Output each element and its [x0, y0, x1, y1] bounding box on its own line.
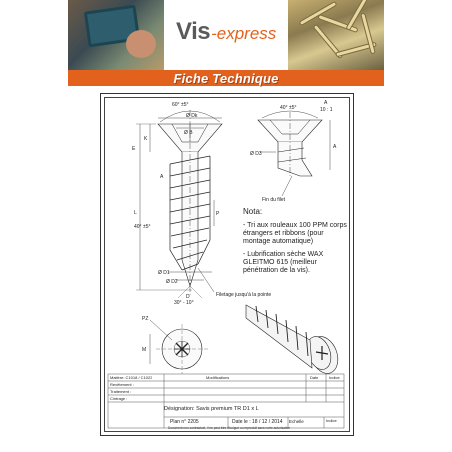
index-column-header: Indice [329, 375, 340, 380]
cintrage-field: Cintrage : [110, 396, 128, 401]
drawing-date: Date le : 18 / 12 / 2014 [232, 419, 283, 425]
dim-l: L [134, 210, 137, 216]
isometric-screw [246, 305, 343, 377]
dim-a: A [160, 174, 164, 180]
dim-d: D [186, 294, 190, 300]
disclaimer-footer: Document non contractuel, il ne peut être divulgué ou reproduit sans notre autorisation [168, 426, 291, 430]
dim-b: Ø B [184, 130, 193, 136]
tip-angle-line [190, 286, 202, 298]
dim-thread-angle: 40° ±5° [134, 224, 151, 230]
dim-d2: Ø D2 [166, 279, 178, 285]
note-item: - Lubrification sèche WAX GLEITMO 615 (meilleur pénétration de la vis). [243, 251, 324, 274]
pz-label: PZ [142, 316, 149, 322]
dim-k: K [144, 136, 148, 142]
coating-field: Revêtement : [110, 382, 134, 387]
date-column-header: Date [310, 375, 319, 380]
m-label: M [142, 347, 147, 353]
dim-tip-angle: 30° - 10° [174, 300, 194, 306]
dim-p: P [216, 211, 220, 217]
end-of-thread-leader [282, 176, 292, 196]
index-field: Indice [326, 418, 337, 423]
detail-shank [278, 142, 312, 176]
end-of-thread-label: Fin du filet [262, 197, 286, 203]
brand-name-main: Vis [176, 18, 211, 45]
dim-dk: Ø Dk [186, 113, 198, 119]
detail-a: A [333, 144, 337, 150]
detail-angle: 40° ±5° [280, 105, 297, 111]
notes-heading: Nota: [243, 207, 263, 216]
notes-block [243, 208, 347, 280]
detail-d3: Ø D3 [250, 151, 262, 157]
designation-field: Désignation: Savis premium TR D1 x L [164, 406, 259, 412]
dim-e: E [132, 146, 136, 152]
thread-tip-label: Filetage jusqu'à la pointe [216, 292, 272, 298]
detail-label: A [324, 100, 328, 106]
note-item: - Tri aux rouleaux 100 PPM corps étrangers et ribbons (pour montage automatique) [243, 222, 347, 245]
plan-number: Plan n° 2205 [170, 419, 199, 425]
brand-name-suffix: -express [211, 24, 277, 43]
page-title: Fiche Technique [173, 70, 279, 86]
modifications-header: Modifications [206, 375, 230, 380]
detail-scale: 10 : 1 [320, 107, 333, 113]
scale-field: Echelle [289, 419, 304, 424]
material-field: Matière: C1018 / C1022 [110, 375, 153, 380]
dim-d1: Ø D1 [158, 270, 170, 276]
title-block [108, 374, 344, 428]
treatment-field: Traitement : [110, 389, 132, 394]
dim-head-angle: 60° ±5° [172, 102, 189, 108]
pz-leader [150, 320, 172, 340]
